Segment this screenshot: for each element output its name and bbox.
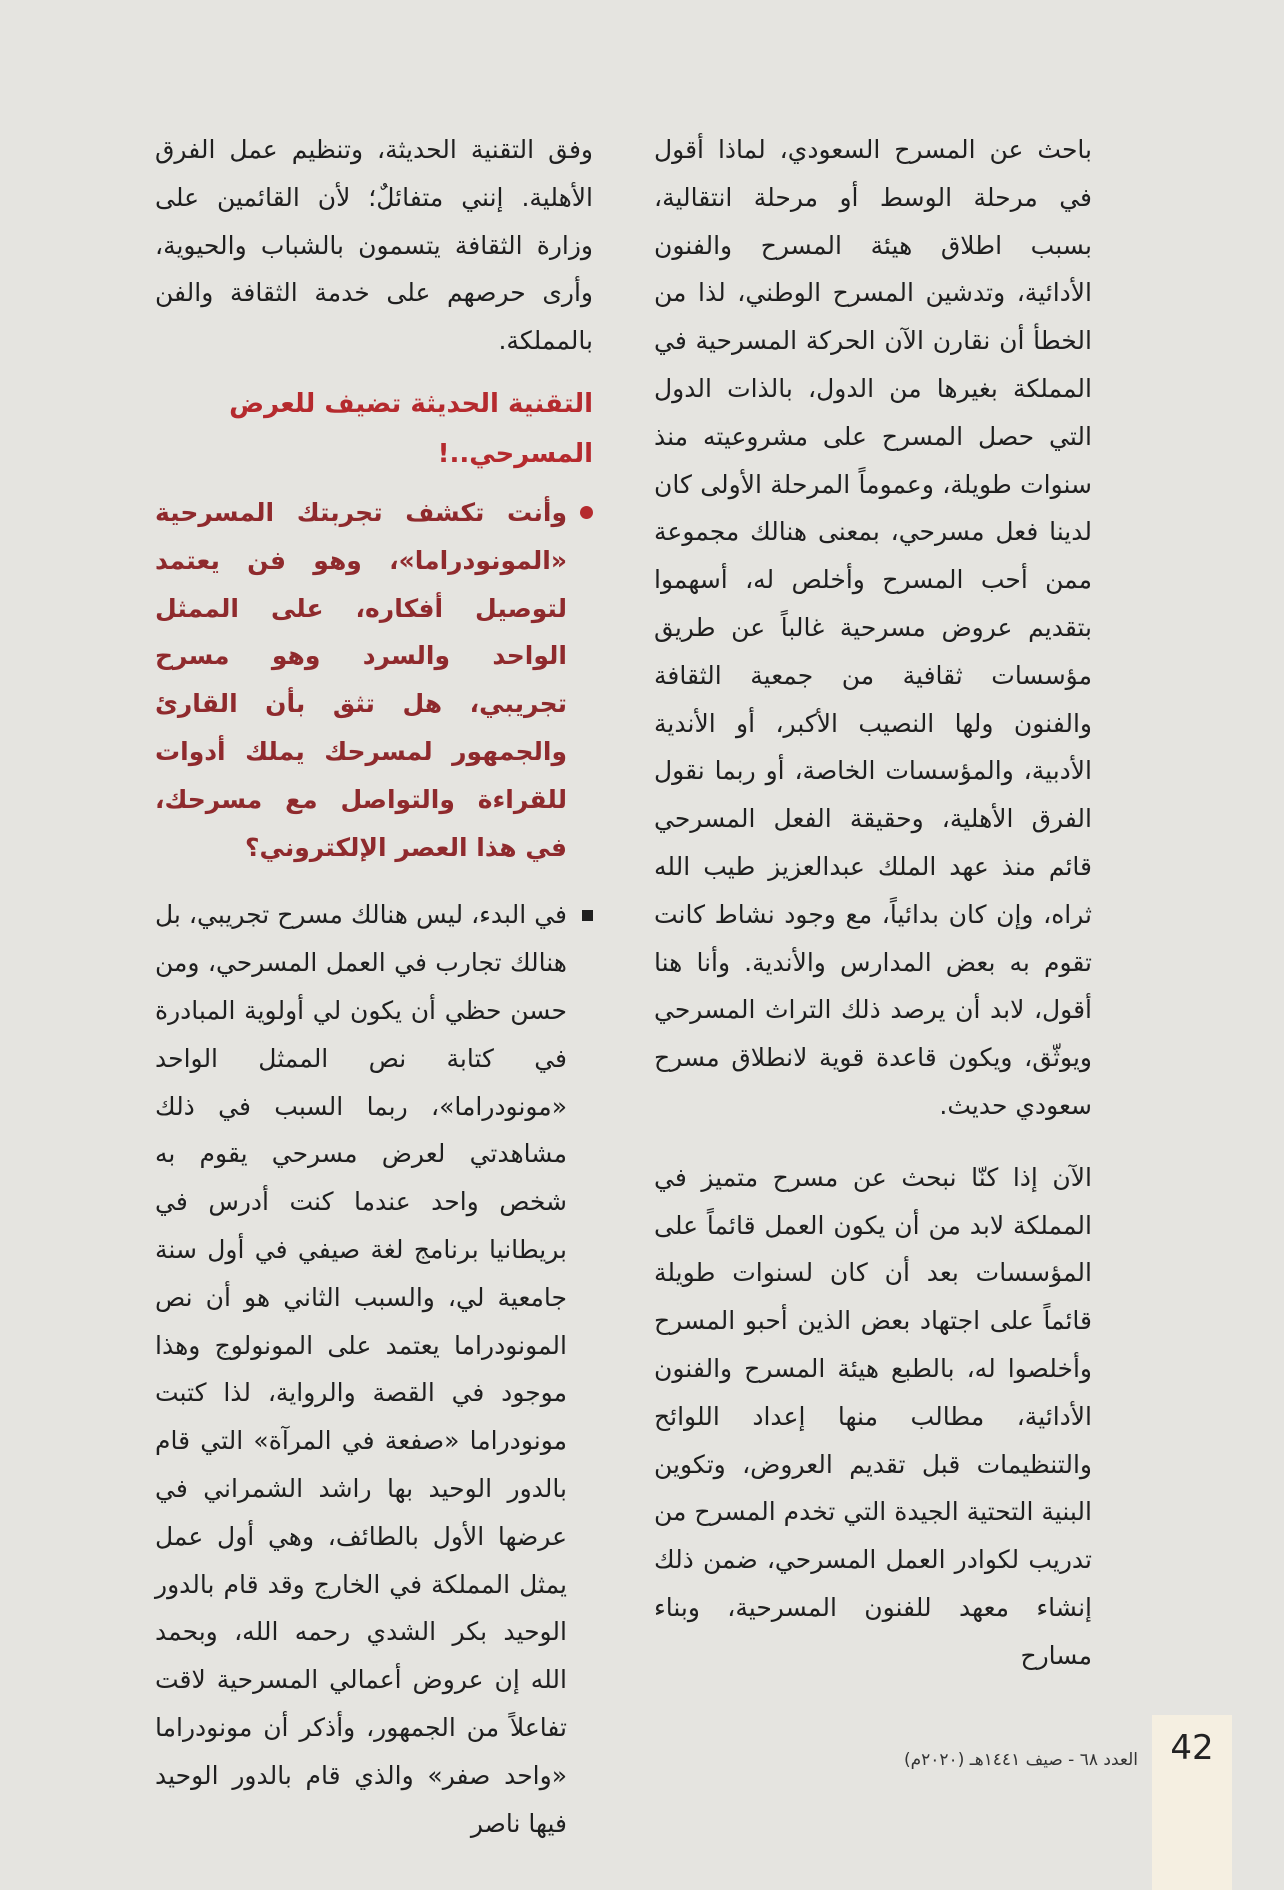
paragraph: باحث عن المسرح السعودي، لماذا أقول في مرحلة الوسط أو مرحلة انتقالية، بسبب اطلاق هيئة المسرح والفنون الأدائية، وتدشين المسرح الوطني، لذا من الخطأ أن نقارن الآن الحركة المسرحية في المملكة بغيرها من الدول، بالذات الدول التي حصل المسرح على مشروعيته منذ سنوات طويلة، وعموماً المرحلة الأولى كان لدينا فعل مسرحي، بمعنى هنالك مجموعة ممن أحب المسرح وأخلص له، أسهموا بتقديم عروض مسرحية غالباً عن طريق مؤسسات ثقافية من جمعية الثقافة والفنون ولها النصيب الأكبر، أو الأندية الأدبية، والمؤسسات الخاصة، أو ربما نقول الفرق الأهلية، وحقيقة الفعل المسرحي قائم منذ عهد الملك عبدالعزيز طيب الله ثراه، وإن كان بدائياً، مع وجود نشاط كانت تقوم به بعض المدارس والأندية. وأنا هنا أقول، لابد أن يرصد ذلك التراث المسرحي ويوثّق، ويكون قاعدة قوية لانطلاق مسرح سعودي حديث. [654,135,1092,1120]
square-bullet-icon [582,910,593,921]
section-heading: التقنية الحديثة تضيف للعرض المسرحي..! [229,388,593,469]
red-bullet-icon [580,506,593,519]
paragraph: وفق التقنية الحديثة، وتنظيم عمل الفرق الأهلية. إنني متفائلٌ؛ لأن القائمين على وزارة الثقافة يتسمون بالشباب والحيوية، وأرى حرصهم على خدمة الثقافة والفن بالمملكة. [155,135,593,356]
paragraph: الآن إذا كنّا نبحث عن مسرح متميز في المملكة لابد من أن يكون العمل قائماً على المؤسسات بعد أن كان لسنوات طويلة قائماً على اجتهاد بعض الذين أحبو المسرح وأخلصوا له، بالطبع هيئة المسرح والفنون الأدائية، مطالب منها إعداد اللوائح والتنظيمات قبل تقديم العروض، وتكوين البنية التحتية الجيدة التي تخدم المسرح من تدريب لكوادر العمل المسرحي، ضمن ذلك إنشاء معهد للفنون المسرحية، وبناء مسارح [654,1162,1092,1670]
page-number: 42 [1170,1728,1214,1768]
article-column-left [155,126,593,1847]
interview-answer [155,891,593,1847]
article-column-right [654,126,1092,1680]
question-text: وأنت تكشف تجربتك المسرحية «المونودراما»، وهو فن يعتمد لتوصيل أفكاره، على الممثل الواحد والسرد وهو مسرح تجريبي، هل تثق بأن القارئ والجمهور لمسرحك يملك أدوات للقراءة والتواصل مع مسرحك، في هذا العصر الإلكتروني؟ [155,497,567,862]
answer-text: في البدء، ليس هنالك مسرح تجريبي، بل هنالك تجارب في العمل المسرحي، ومن حسن حظي أن يكون لي أولوية المبادرة في كتابة نص الممثل الواحد «مونودراما»، ربما السبب في ذلك مشاهدتي لعرض مسرحي يقوم به شخص واحد عندما كنت أدرس في بريطانيا برنامج لغة صيفي في أول سنة جامعية لي، والسبب الثاني هو أن نص المونودراما يعتمد على المونولوج وهذا موجود في القصة والرواية، لذا كتبت مونودراما «صفعة في المرآة» التي قام بالدور الوحيد بها راشد الشمراني في عرضها الأول بالطائف، وهي أول عمل يمثل المملكة في الخارج وقد قام بالدور الوحيد بكر الشدي رحمه الله، وبحمد الله إن عروض أعمالي المسرحية لاقت تفاعلاً من الجمهور، وأذكر أن مونودراما «واحد صفر» والذي قام بالدور الوحيد فيها ناصر [155,900,567,1838]
interview-question [155,489,593,871]
issue-info: العدد ٦٨ - صيف ١٤٤١هـ (٢٠٢٠م) [903,1750,1138,1770]
